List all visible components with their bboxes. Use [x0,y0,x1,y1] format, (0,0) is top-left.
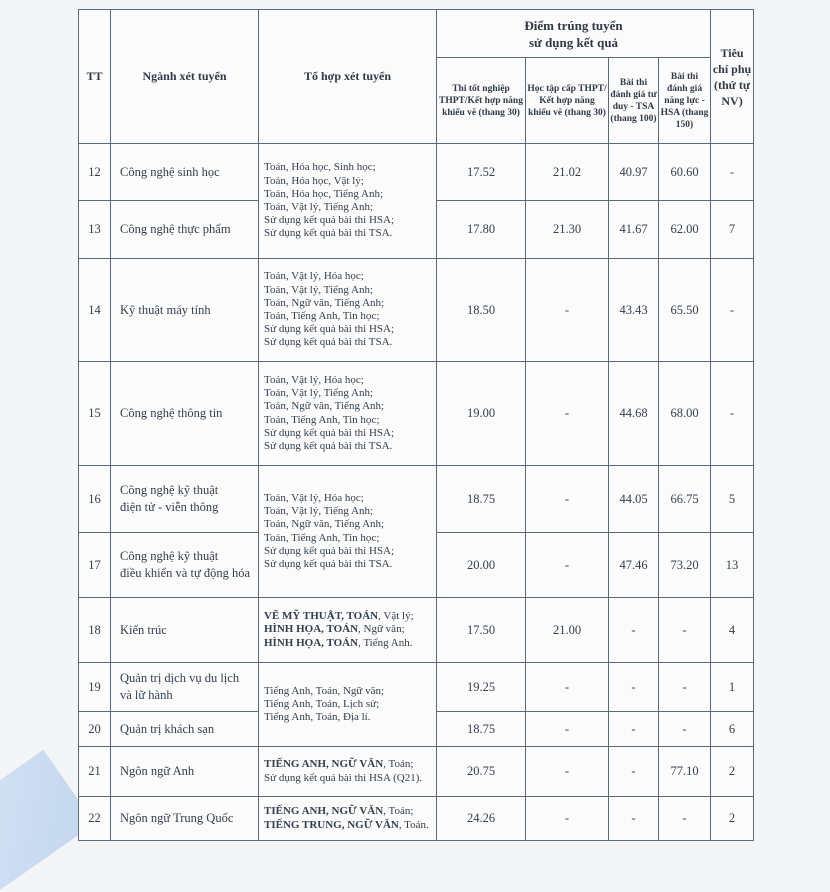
criteria-value: 13 [711,533,754,598]
table-row [79,259,754,362]
score-hocba: - [526,712,609,747]
header-col-thpt: Thi tốt nghiệp THPT/Kết hợp năng khiếu vẽ (thang 30) [437,58,526,144]
combo-list [259,259,437,362]
score-tsa: 43.43 [609,259,659,362]
combo-line: Toán, Vật lý, Tiếng Anh; [264,387,374,400]
score-tsa: - [609,712,659,747]
criteria-value: 6 [711,712,754,747]
header-col-hsa: Bài thi đánh giá năng lực - HSA (thang 150) [659,58,711,144]
combo-line: Toán, Ngữ văn, Tiếng Anh; [264,296,385,309]
score-thpt: 17.50 [437,598,526,663]
score-hocba: - [526,362,609,466]
score-hocba: 21.02 [526,144,609,201]
header-tt: TT [79,10,111,144]
row-number: 14 [79,259,111,362]
table-row [79,747,754,797]
combo-bold: VẼ MỸ THUẬT, TOÁN [264,610,379,623]
score-tsa: 44.05 [609,466,659,533]
score-hocba: - [526,466,609,533]
combo-line: Sử dụng kết quả bài thi TSA. [264,227,393,240]
combo-line: Toán, Tiếng Anh, Tin học; [264,531,380,544]
header-combo: Tổ hợp xét tuyển [259,10,437,144]
table-row [79,144,754,201]
header-criteria: Tiêu chí phụ (thứ tự NV) [711,10,754,144]
criteria-value: 2 [711,797,754,841]
combo-line: Sử dụng kết quả bài thi TSA. [264,439,393,452]
combo-line: Sử dụng kết quả bài thi HSA; [264,544,395,557]
combo-line: Toán, Vật lý, Hóa học; [264,270,364,283]
major-name: Ngôn ngữ Anh [111,747,259,797]
combo-list [259,797,437,841]
score-thpt: 18.75 [437,466,526,533]
combo-line: Sử dụng kết quả bài thi TSA. [264,336,393,349]
combo-list [259,663,437,747]
header-col-hocba: Học tập cấp THPT/ Kết hợp năng khiếu vẽ (thang 30) [526,58,609,144]
score-thpt: 17.80 [437,201,526,259]
combo-line: Toán, Vật lý, Tiếng Anh; [264,201,374,213]
score-hsa: 66.75 [659,466,711,533]
header-score-group [437,10,711,58]
major-name-line1: Quản trị dịch vụ du lịch [120,671,240,685]
major-name: Quản trị khách sạn [111,712,259,747]
table-row [79,466,754,533]
major-name-line2: và lữ hành [120,688,173,702]
combo-line: Sử dụng kết quả bài thi HSA; [264,323,395,336]
score-hocba: 21.30 [526,201,609,259]
combo-line [264,758,435,771]
score-hsa: 77.10 [659,747,711,797]
combo-rest: , Toán; [383,758,414,771]
major-name: Công nghệ thực phẩm [111,201,259,259]
score-hsa: - [659,663,711,712]
row-number: 12 [79,144,111,201]
major-name [111,466,259,533]
table-row [79,797,754,841]
score-tsa: - [609,663,659,712]
header-score-line2: sử dụng kết quả [528,34,619,50]
major-name: Công nghệ thông tin [111,362,259,466]
criteria-value: 4 [711,598,754,663]
combo-line: Sử dụng kết quả bài thi HSA (Q21). [264,771,423,784]
combo-line: Sử dụng kết quả bài thi HSA; [264,214,395,227]
combo-line: Toán, Ngữ văn, Tiếng Anh; [264,518,385,531]
criteria-value: - [711,144,754,201]
major-name-line1: Công nghệ kỹ thuật [120,549,219,563]
score-thpt: 24.26 [437,797,526,841]
row-number: 19 [79,663,111,712]
combo-line [264,610,435,623]
score-hsa: 65.50 [659,259,711,362]
score-tsa: 40.97 [609,144,659,201]
score-hsa: - [659,797,711,841]
score-thpt: 19.25 [437,663,526,712]
major-name [111,533,259,598]
combo-line [264,819,435,832]
score-hocba: 21.00 [526,598,609,663]
table-row [79,598,754,663]
score-thpt: 18.75 [437,712,526,747]
major-name-line2: điện tử - viễn thông [120,500,219,514]
row-number: 16 [79,466,111,533]
combo-list [259,362,437,466]
row-number: 21 [79,747,111,797]
combo-list [259,466,437,598]
major-name: Kỹ thuật máy tính [111,259,259,362]
criteria-value: 2 [711,747,754,797]
combo-line: Toán, Vật lý, Tiếng Anh; [264,283,374,296]
combo-bold: TIẾNG ANH, NGỮ VĂN [264,805,384,818]
criteria-value: 1 [711,663,754,712]
combo-bold: TIẾNG ANH, NGỮ VĂN [264,758,384,771]
combo-rest: , Tiếng Anh. [358,636,413,649]
combo-rest: , Ngữ văn; [358,623,405,636]
score-thpt: 17.52 [437,144,526,201]
score-hocba: - [526,533,609,598]
score-tsa: 44.68 [609,362,659,466]
score-hocba: - [526,663,609,712]
major-name: Ngôn ngữ Trung Quốc [111,797,259,841]
admission-score-table [78,9,754,841]
criteria-value: 5 [711,466,754,533]
combo-line: Tiếng Anh, Toán, Ngữ văn; [264,684,385,697]
table-row [79,663,754,712]
major-name: Công nghệ sinh học [111,144,259,201]
score-hsa: 62.00 [659,201,711,259]
combo-line: Tiếng Anh, Toán, Địa lí. [264,711,371,724]
score-thpt: 20.75 [437,747,526,797]
row-number: 18 [79,598,111,663]
score-thpt: 18.50 [437,259,526,362]
score-hocba: - [526,747,609,797]
combo-bold: HÌNH HỌA, TOÁN [264,623,359,636]
combo-list [259,747,437,797]
combo-line: Toán, Hóa học, Vật lý; [264,174,364,187]
combo-line: Tiếng Anh, Toán, Lịch sử; [264,697,380,710]
combo-rest: , Toán; [383,805,414,818]
criteria-value: 7 [711,201,754,259]
score-tsa: 47.46 [609,533,659,598]
score-tsa: 41.67 [609,201,659,259]
header-score-line1: Điểm trúng tuyển [524,17,623,33]
score-tsa: - [609,598,659,663]
score-hocba: - [526,259,609,362]
score-thpt: 20.00 [437,533,526,598]
row-number: 17 [79,533,111,598]
criteria-value: - [711,362,754,466]
score-hsa: - [659,598,711,663]
major-name [111,663,259,712]
score-tsa: - [609,797,659,841]
score-hsa: - [659,712,711,747]
score-hsa: 68.00 [659,362,711,466]
combo-list [259,144,437,259]
combo-rest: , Toán. [398,818,429,831]
major-name-line1: Công nghệ kỹ thuật [120,483,219,497]
combo-rest: , Vật lý; [378,610,414,623]
combo-line: Sử dụng kết quả bài thi TSA. [264,557,393,570]
combo-line: Toán, Hóa học, Sinh học; [264,161,376,174]
header-major: Ngành xét tuyển [111,10,259,144]
row-number: 15 [79,362,111,466]
major-name-line2: điều khiển và tự động hóa [120,566,251,580]
combo-bold: TIẾNG TRUNG, NGỮ VĂN [264,818,399,831]
combo-line: Toán, Tiếng Anh, Tin học; [264,413,380,426]
combo-line [264,805,435,818]
row-number: 20 [79,712,111,747]
score-hsa: 73.20 [659,533,711,598]
combo-line [264,623,435,636]
row-number: 22 [79,797,111,841]
table-row [79,362,754,466]
combo-line [264,637,435,650]
score-hsa: 60.60 [659,144,711,201]
combo-line: Sử dụng kết quả bài thi HSA; [264,426,395,439]
score-thpt: 19.00 [437,362,526,466]
major-name: Kiến trúc [111,598,259,663]
combo-line: Toán, Ngữ văn, Tiếng Anh; [264,400,385,413]
header-col-tsa: Bài thi đánh giá tư duy - TSA (thang 100) [609,58,659,144]
row-number: 13 [79,201,111,259]
score-tsa: - [609,747,659,797]
combo-bold: HÌNH HỌA, TOÁN [264,636,359,649]
combo-line: Toán, Hóa học, Tiếng Anh; [264,187,384,200]
combo-line: Toán, Tiếng Anh, Tin học; [264,310,380,322]
combo-line: Toán, Vật lý, Hóa học; [264,491,364,504]
criteria-value: - [711,259,754,362]
score-hocba: - [526,797,609,841]
combo-list [259,598,437,663]
combo-line: Toán, Vật lý, Hóa học; [264,373,364,386]
combo-line: Toán, Vật lý, Tiếng Anh; [264,505,374,518]
